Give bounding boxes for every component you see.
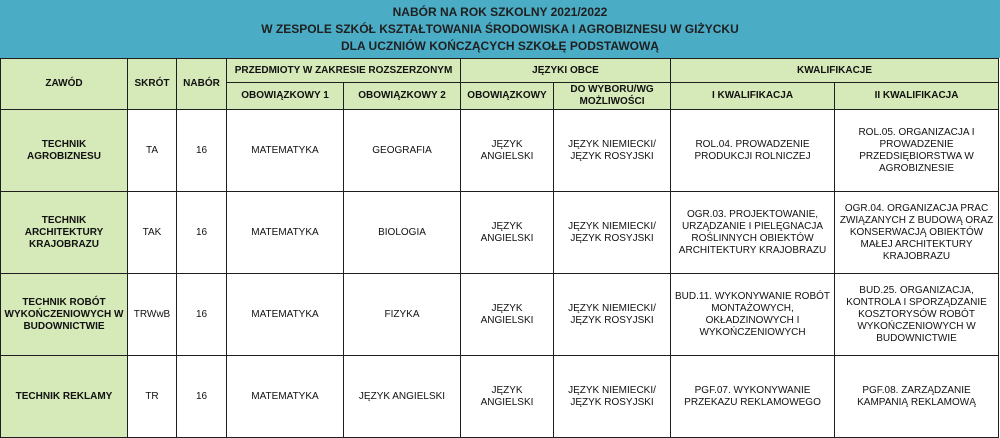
cell-skrot[interactable]: TRWwB bbox=[128, 274, 177, 356]
recruitment-table bbox=[0, 58, 999, 438]
cell-zawod[interactable]: TECHNIK ARCHITEKTURY KRAJOBRAZU bbox=[1, 192, 128, 274]
cell-obow1[interactable]: MATEMATYKA bbox=[227, 274, 344, 356]
cell-obow2[interactable]: GEOGRAFIA bbox=[344, 110, 461, 192]
header-kwalifikacje[interactable]: KWALIFIKACJE bbox=[671, 59, 999, 83]
cell-kw1[interactable]: ROL.04. PROWADZENIE PRODUKCJI ROLNICZEJ bbox=[671, 110, 835, 192]
title-line-1: NABÓR NA ROK SZKOLNY 2021/2022 bbox=[392, 4, 608, 19]
header-skrot[interactable]: SKRÓT bbox=[128, 59, 177, 110]
cell-jezyk-wybor[interactable]: JĘZYK NIEMIECKI/ JĘZYK ROSYJSKI bbox=[554, 356, 671, 438]
cell-kw2[interactable]: OGR.04. ORGANIZACJA PRAC ZWIĄZANYCH Z BUDOWĄ ORAZ KONSERWACJĄ OBIEKTÓW MAŁEJ ARCHITEKTURY KRAJOBRAZU bbox=[835, 192, 999, 274]
cell-obow1[interactable]: MATEMATYKA bbox=[227, 192, 344, 274]
header-kw2[interactable]: II KWALIFIKACJA bbox=[835, 83, 999, 110]
cell-jezyk-wybor[interactable]: JĘZYK NIEMIECKI/ JĘZYK ROSYJSKI bbox=[554, 192, 671, 274]
cell-nabor[interactable]: 16 bbox=[177, 192, 227, 274]
header-kw1[interactable]: I KWALIFIKACJA bbox=[671, 83, 835, 110]
header-przedmioty[interactable]: PRZEDMIOTY W ZAKRESIE ROZSZERZONYM bbox=[227, 59, 461, 83]
cell-obow1[interactable]: MATEMATYKA bbox=[227, 110, 344, 192]
cell-zawod[interactable]: TECHNIK AGROBIZNESU bbox=[1, 110, 128, 192]
cell-jezyk-obow[interactable]: JĘZYK ANGIELSKI bbox=[461, 274, 554, 356]
cell-kw2[interactable]: ROL.05. ORGANIZACJA I PROWADZENIE PRZEDSIĘBIORSTWA W AGROBIZNESIE bbox=[835, 110, 999, 192]
table-row bbox=[1, 356, 999, 438]
cell-zawod[interactable]: TECHNIK REKLAMY bbox=[1, 356, 128, 438]
cell-jezyk-obow[interactable]: JĘZYK ANGIELSKI bbox=[461, 110, 554, 192]
header-obow2[interactable]: OBOWIĄZKOWY 2 bbox=[344, 83, 461, 110]
table-row bbox=[1, 274, 999, 356]
cell-nabor[interactable]: 16 bbox=[177, 356, 227, 438]
title-line-2: W ZESPOLE SZKÓŁ KSZTAŁTOWANIA ŚRODOWISKA I AGROBIZNESU W GIŻYCKU bbox=[261, 21, 739, 36]
header-zawod[interactable]: ZAWÓD bbox=[1, 59, 128, 110]
header-do-wyboru[interactable]: DO WYBORU/WG MOŻLIWOŚCI bbox=[554, 83, 671, 110]
header-obow1[interactable]: OBOWIĄZKOWY 1 bbox=[227, 83, 344, 110]
cell-jezyk-obow[interactable]: JĘZYK ANGIELSKI bbox=[461, 192, 554, 274]
cell-skrot[interactable]: TR bbox=[128, 356, 177, 438]
cell-nabor[interactable]: 16 bbox=[177, 274, 227, 356]
cell-obow1[interactable]: MATEMATYKA bbox=[227, 356, 344, 438]
cell-kw1[interactable]: OGR.03. PROJEKTOWANIE, URZĄDZANIE I PIELĘGNACJA ROŚLINNYCH OBIEKTÓW ARCHITEKTURY KRAJOBRAZU bbox=[671, 192, 835, 274]
cell-zawod[interactable]: TECHNIK ROBÓT WYKOŃCZENIOWYCH W BUDOWNICTWIE bbox=[1, 274, 128, 356]
header-obowiazkowy[interactable]: OBOWIĄZKOWY bbox=[461, 83, 554, 110]
cell-kw1[interactable]: PGF.07. WYKONYWANIE PRZEKAZU REKLAMOWEGO bbox=[671, 356, 835, 438]
header-nabor[interactable]: NABÓR bbox=[177, 59, 227, 110]
cell-kw1[interactable]: BUD.11. WYKONYWANIE ROBÓT MONTAŻOWYCH, OKŁADZINOWYCH I WYKOŃCZENIOWYCH bbox=[671, 274, 835, 356]
table-row bbox=[1, 192, 999, 274]
cell-jezyk-wybor[interactable]: JĘZYK NIEMIECKI/ JĘZYK ROSYJSKI bbox=[554, 110, 671, 192]
header-jezyki[interactable]: JĘZYKI OBCE bbox=[461, 59, 671, 83]
cell-skrot[interactable]: TAK bbox=[128, 192, 177, 274]
cell-obow2[interactable]: BIOLOGIA bbox=[344, 192, 461, 274]
cell-nabor[interactable]: 16 bbox=[177, 110, 227, 192]
cell-jezyk-wybor[interactable]: JĘZYK NIEMIECKI/ JĘZYK ROSYJSKI bbox=[554, 274, 671, 356]
cell-jezyk-obow[interactable]: JĘZYK ANGIELSKI bbox=[461, 356, 554, 438]
table-row bbox=[1, 110, 999, 192]
cell-obow2[interactable]: JĘZYK ANGIELSKI bbox=[344, 356, 461, 438]
cell-obow2[interactable]: FIZYKA bbox=[344, 274, 461, 356]
cell-kw2[interactable]: BUD.25. ORGANIZACJA, KONTROLA I SPORZĄDZANIE KOSZTORYSÓW ROBÓT WYKOŃCZENIOWYCH W BUDOWNICTWIE bbox=[835, 274, 999, 356]
title-line-3: DLA UCZNIÓW KOŃCZĄCYCH SZKOŁĘ PODSTAWOWĄ bbox=[341, 38, 659, 53]
cell-kw2[interactable]: PGF.08. ZARZĄDZANIE KAMPANIĄ REKLAMOWĄ bbox=[835, 356, 999, 438]
header-row-1 bbox=[1, 59, 999, 83]
title-band bbox=[0, 0, 1000, 58]
cell-skrot[interactable]: TA bbox=[128, 110, 177, 192]
